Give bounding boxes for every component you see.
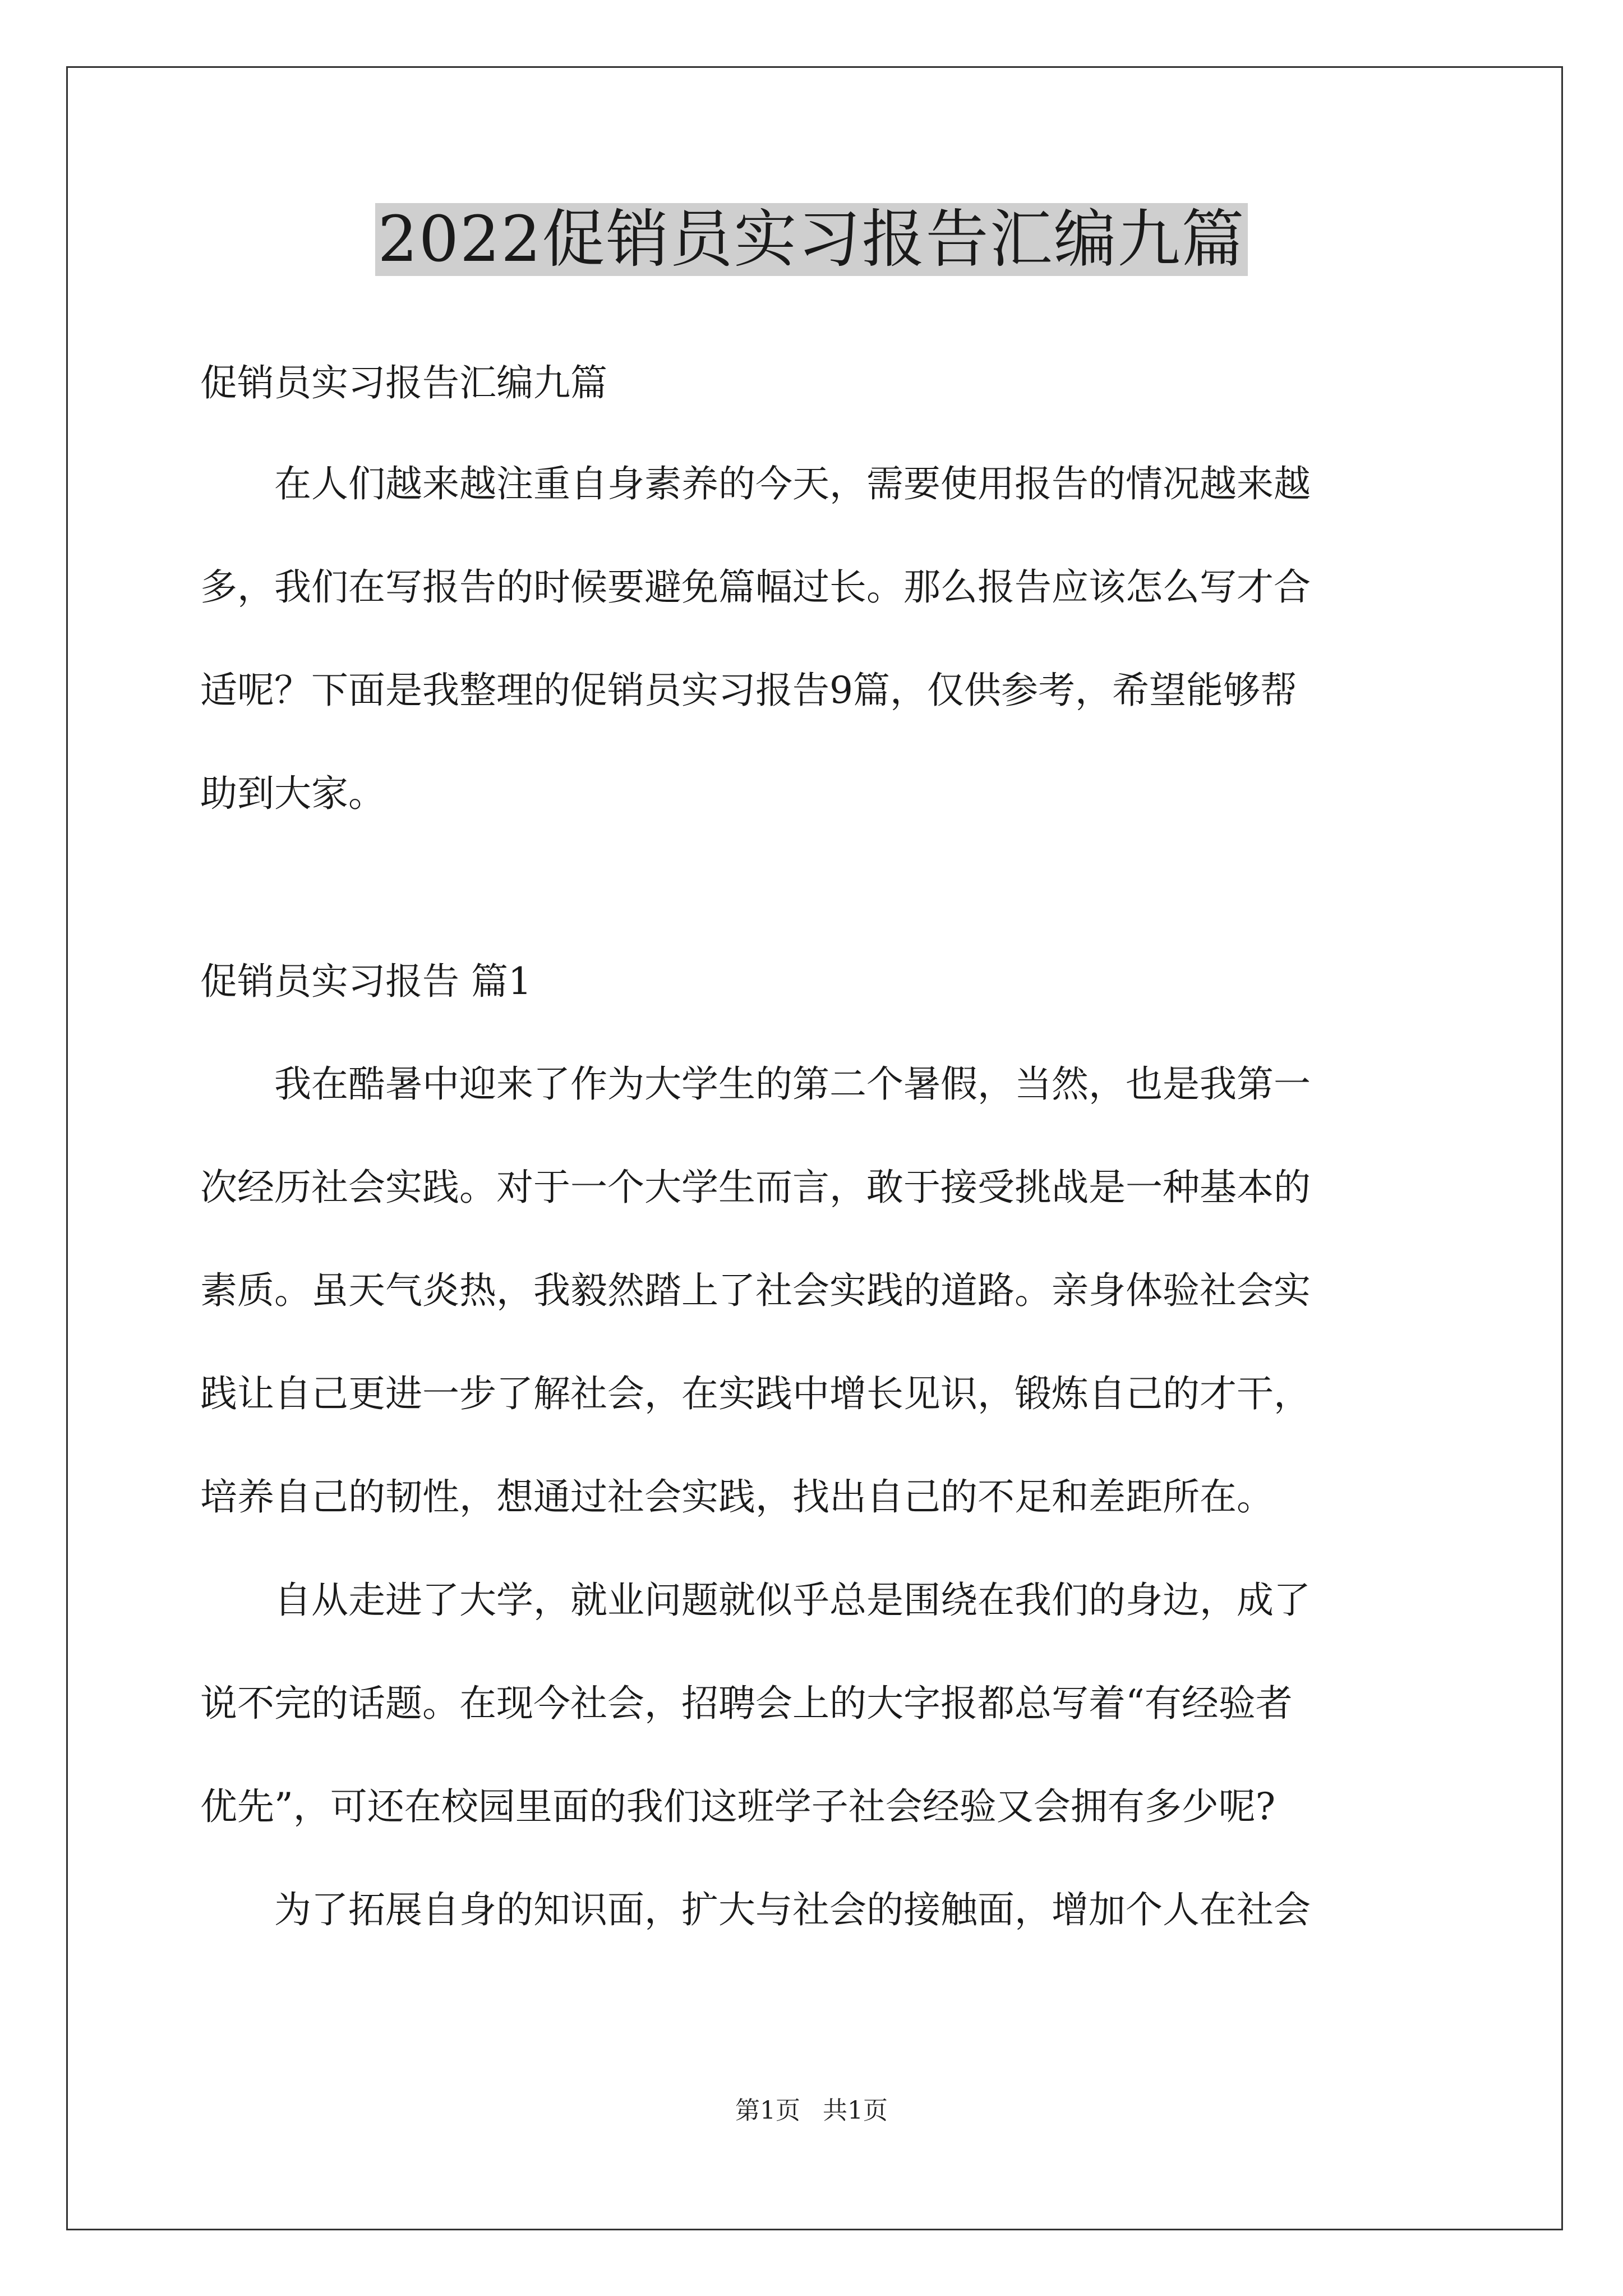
- intro-line: 多，我们在写报告的时候要避免篇幅过长。那么报告应该怎么写才合: [200, 565, 1311, 609]
- subtitle: 促销员实习报告汇编九篇: [200, 361, 607, 404]
- intro-line: 适呢？下面是我整理的促销员实习报告9篇，仅供参考，希望能够帮: [200, 669, 1297, 712]
- paragraph-line: 自从走进了大学，就业问题就似乎总是围绕在我们的身边，成了: [200, 1579, 1311, 1622]
- page-number: 第1页: [735, 2096, 800, 2125]
- paragraph-3: [200, 1886, 1434, 1989]
- page-footer: [0, 2094, 1623, 2128]
- paragraph-2: [200, 1576, 1434, 1886]
- paragraph-line: 说不完的话题。在现今社会，招聘会上的大字报都总写着“有经验者: [200, 1682, 1293, 1725]
- document-title: [0, 197, 1623, 282]
- paragraph-line: 培养自己的韧性，想通过社会实践，找出自己的不足和差距所在。: [200, 1475, 1274, 1519]
- intro-paragraph: [200, 460, 1434, 873]
- section-heading: 促销员实习报告 篇1: [200, 960, 532, 1003]
- paragraph-1: [200, 1060, 1434, 1576]
- title-text: 2022促销员实习报告汇编九篇: [375, 203, 1247, 276]
- paragraph-line: 为了拓展自身的知识面，扩大与社会的接触面，增加个人在社会: [200, 1888, 1311, 1931]
- page-total: 共1页: [823, 2096, 888, 2125]
- paragraph-line: 我在酷暑中迎来了作为大学生的第二个暑假，当然，也是我第一: [200, 1062, 1311, 1106]
- paragraph-line: 践让自己更进一步了解社会，在实践中增长见识，锻炼自己的才干，: [200, 1372, 1311, 1415]
- paragraph-line: 优先”，可还在校园里面的我们这班学子社会经验又会拥有多少呢?: [200, 1785, 1276, 1828]
- intro-line: 助到大家。: [200, 772, 385, 815]
- paragraph-line: 次经历社会实践。对于一个大学生而言，敢于接受挑战是一种基本的: [200, 1166, 1311, 1209]
- paragraph-line: 素质。虽天气炎热，我毅然踏上了社会实践的道路。亲身体验社会实: [200, 1269, 1311, 1312]
- intro-line: 在人们越来越注重自身素养的今天，需要使用报告的情况越来越: [200, 462, 1311, 505]
